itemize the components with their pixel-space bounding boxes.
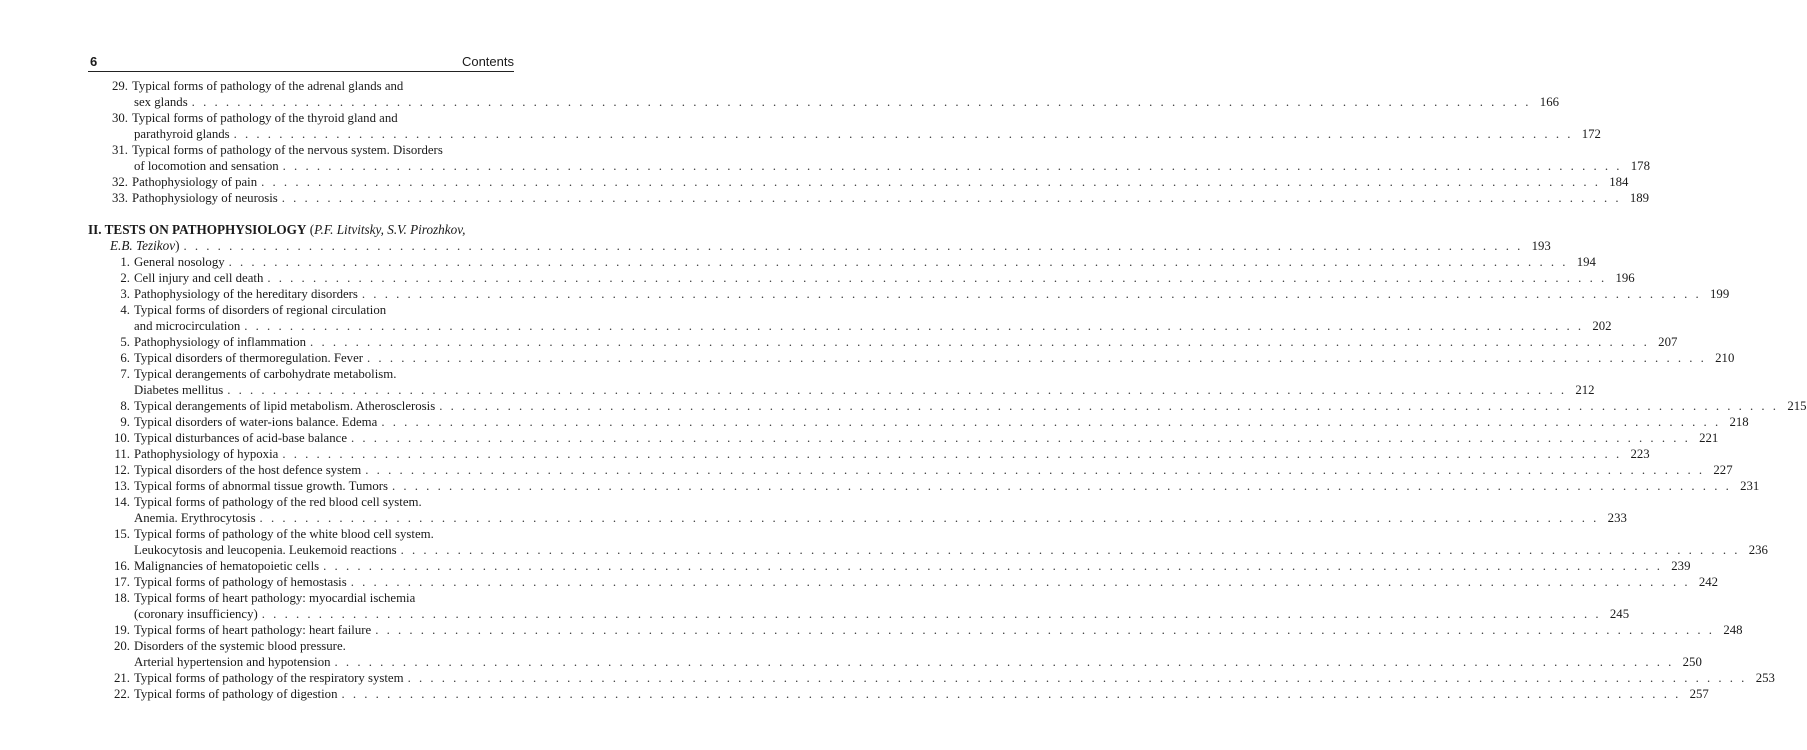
entry-page: 248 <box>1723 623 1743 637</box>
toc-entry[interactable] <box>88 446 1650 462</box>
entry-number: 19. <box>114 623 130 637</box>
running-head-section: Contents <box>461 54 514 69</box>
entry-number: 1. <box>120 255 130 269</box>
dot-leader <box>401 542 1740 558</box>
entry-title: Typical derangements of carbohydrate metabolism. <box>134 367 397 381</box>
entry-title: Typical forms of pathology of the adrenal glands and <box>132 79 404 93</box>
dot-leader <box>260 510 1599 526</box>
toc-entry[interactable] <box>88 414 1749 430</box>
entry-title: Disorders of the systemic blood pressure. <box>134 639 346 653</box>
dot-leader <box>310 334 1649 350</box>
entry-page: 253 <box>1755 671 1775 685</box>
page-number: 6 <box>90 54 98 69</box>
toc-entry[interactable] <box>88 302 514 318</box>
toc-entry[interactable] <box>88 94 1559 110</box>
entry-number: 16. <box>114 559 130 573</box>
toc-entry[interactable] <box>88 110 514 126</box>
entry-page: 184 <box>1609 175 1629 189</box>
toc-entry[interactable] <box>88 542 1768 558</box>
entry-number: 15. <box>114 527 130 541</box>
entry-page: 212 <box>1575 383 1595 397</box>
dot-leader <box>381 414 1720 430</box>
entry-title: Diabetes mellitus <box>134 383 224 397</box>
entry-number: 10. <box>114 431 130 445</box>
toc-entry[interactable] <box>88 126 1601 142</box>
toc-entry[interactable] <box>88 174 1629 190</box>
entry-title: Typical forms of heart pathology: myocardial ischemia <box>134 591 416 605</box>
entry-page: 196 <box>1615 271 1635 285</box>
entry-number: 6. <box>120 351 130 365</box>
entry-title: Typical forms of pathology of the white blood cell system. <box>134 527 434 541</box>
dot-leader <box>365 462 1704 478</box>
entry-page: 223 <box>1630 447 1650 461</box>
toc-entry[interactable] <box>88 286 1730 302</box>
toc-entry[interactable] <box>88 638 514 654</box>
dot-leader <box>375 622 1714 638</box>
entry-number: 13. <box>114 479 130 493</box>
entry-number: 4. <box>120 303 130 317</box>
entry-page: 245 <box>1609 607 1630 621</box>
toc-entry[interactable] <box>88 334 1678 350</box>
entry-number: 7. <box>120 367 130 381</box>
entry-number: 32. <box>112 175 128 189</box>
dot-leader <box>227 382 1566 398</box>
entry-number: 14. <box>114 495 130 509</box>
entry-title: of locomotion and sensation <box>134 159 279 173</box>
toc-entry[interactable] <box>88 558 1691 574</box>
part-title <box>88 222 465 238</box>
dot-leader <box>244 318 1583 334</box>
dot-leader <box>267 270 1606 286</box>
entry-title: Typical derangements of lipid metabolism. Atherosclerosis <box>134 399 436 413</box>
toc-entry[interactable] <box>88 606 1630 622</box>
entry-page: 233 <box>1607 511 1627 525</box>
entry-title: Pathophysiology of pain <box>132 175 258 189</box>
entry-page: 202 <box>1592 319 1612 333</box>
entry-page: 189 <box>1629 191 1650 205</box>
entry-number: 9. <box>120 415 130 429</box>
dot-leader <box>351 430 1690 446</box>
entry-page: 210 <box>1715 351 1735 365</box>
entry-title: Typical forms of abnormal tissue growth. Tumors <box>134 479 388 493</box>
dot-leader <box>234 126 1573 142</box>
entry-title: Arterial hypertension and hypotension <box>134 655 331 669</box>
entry-title: Typical disorders of water-ions balance. Edema <box>134 415 378 429</box>
entry-title: Pathophysiology of the hereditary disorders <box>134 287 358 301</box>
entry-title: Typical forms of pathology of the respiratory system <box>134 671 404 685</box>
entry-title: Typical disorders of the host defence system <box>134 463 362 477</box>
dot-leader <box>262 606 1601 622</box>
dot-leader <box>282 190 1621 206</box>
entry-title: Typical forms of pathology of the thyroid gland and <box>132 111 398 125</box>
toc-entry[interactable] <box>88 670 1775 686</box>
dot-leader <box>392 478 1731 494</box>
part-page: 193 <box>1531 239 1551 253</box>
table-of-contents <box>88 78 1807 702</box>
entry-title: parathyroid glands <box>134 127 230 141</box>
entry-title: Leukocytosis and leucopenia. Leukemoid reactions <box>134 543 397 557</box>
dot-leader <box>341 686 1680 702</box>
entry-page: 250 <box>1682 655 1702 669</box>
entry-title: Malignancies of hematopoietic cells <box>134 559 320 573</box>
entry-page: 227 <box>1713 463 1733 477</box>
toc-entry[interactable] <box>88 382 1595 398</box>
toc-entry[interactable] <box>88 510 1627 526</box>
toc-entry[interactable] <box>88 398 1807 414</box>
part-title-bold: II. TESTS ON PATHOPHYSIOLOGY <box>88 222 307 237</box>
entry-page: 207 <box>1658 335 1678 349</box>
entry-title: (coronary insufficiency) <box>134 607 258 621</box>
entry-page: 166 <box>1539 95 1559 109</box>
entry-title: Pathophysiology of hypoxia <box>134 447 279 461</box>
dot-leader <box>282 446 1621 462</box>
entry-title: Typical forms of heart pathology: heart failure <box>134 623 372 637</box>
toc-entry[interactable] <box>88 318 1612 334</box>
dot-leader <box>351 574 1690 590</box>
entry-page: 172 <box>1581 127 1601 141</box>
part-heading-cont[interactable] <box>88 238 1551 254</box>
dot-leader <box>323 558 1662 574</box>
dot-leader <box>367 350 1706 366</box>
part-authors: P.F. Litvitsky, S.V. Pirozhkov, <box>314 222 466 237</box>
toc-entry[interactable] <box>88 478 1760 494</box>
entry-number: 5. <box>120 335 130 349</box>
toc-entry[interactable] <box>88 190 1650 206</box>
entry-number: 29. <box>112 79 128 93</box>
entry-page: 218 <box>1729 415 1749 429</box>
entry-number: 2. <box>120 271 130 285</box>
dot-leader <box>261 174 1600 190</box>
entry-page: 236 <box>1748 543 1768 557</box>
entry-number: 11. <box>114 447 130 461</box>
part-title-open: ( <box>306 222 315 237</box>
toc-entry[interactable] <box>88 270 1635 286</box>
part-title-close: ) <box>175 238 180 253</box>
toc-entry[interactable] <box>88 78 514 94</box>
part-title-cont <box>110 238 179 254</box>
toc-entry[interactable] <box>88 366 514 382</box>
toc-entry[interactable] <box>88 590 514 606</box>
entry-number: 21. <box>114 671 130 685</box>
entry-page: 231 <box>1740 479 1760 493</box>
dot-leader <box>283 158 1622 174</box>
entry-number: 33. <box>112 191 128 205</box>
entry-title: Anemia. Erythrocytosis <box>134 511 256 525</box>
entry-number: 31. <box>112 143 128 157</box>
dot-leader <box>229 254 1568 270</box>
toc-entry[interactable] <box>88 686 1709 702</box>
entry-page: 239 <box>1671 559 1691 573</box>
toc-entry[interactable] <box>88 142 514 158</box>
entry-title: Typical forms of pathology of the red blood cell system. <box>134 495 422 509</box>
entry-title: Cell injury and cell death <box>134 271 264 285</box>
toc-entry[interactable] <box>88 574 1719 590</box>
entry-title: Typical disorders of thermoregulation. Fever <box>134 351 364 365</box>
entry-number: 30. <box>112 111 128 125</box>
toc-entry[interactable] <box>88 654 1702 670</box>
toc-entry[interactable] <box>88 350 1735 366</box>
entry-title: Typical forms of disorders of regional circulation <box>134 303 387 317</box>
entry-number: 22. <box>114 687 130 701</box>
toc-entry[interactable] <box>88 622 1743 638</box>
dot-leader <box>335 654 1674 670</box>
entry-number: 18. <box>114 591 130 605</box>
toc-entry[interactable] <box>88 254 1596 270</box>
entry-page: 242 <box>1698 575 1719 589</box>
entry-title: General nosology <box>134 255 225 269</box>
entry-page: 199 <box>1710 287 1730 301</box>
toc-entry[interactable] <box>88 158 1650 174</box>
dot-leader <box>439 398 1778 414</box>
entry-title: Typical forms of pathology of digestion <box>134 687 338 701</box>
part-authors-2: E.B. Tezikov <box>110 238 176 253</box>
entry-number: 20. <box>114 639 130 653</box>
entry-title: and microcirculation <box>134 319 241 333</box>
entry-number: 17. <box>114 575 130 589</box>
toc-entry[interactable] <box>88 462 1733 478</box>
entry-page: 221 <box>1699 431 1719 445</box>
entry-number: 8. <box>120 399 130 413</box>
dot-leader <box>183 238 1522 254</box>
dot-leader <box>192 94 1531 110</box>
part-heading[interactable] <box>88 222 514 238</box>
entry-title: Typical forms of pathology of the nervous system. Disorders <box>132 143 443 157</box>
entry-title: sex glands <box>134 95 188 109</box>
dot-leader <box>408 670 1747 686</box>
entry-page: 194 <box>1576 255 1596 269</box>
entry-page: 215 <box>1787 399 1807 413</box>
entry-number: 3. <box>120 287 130 301</box>
toc-entry[interactable] <box>88 430 1719 446</box>
entry-title: Pathophysiology of inflammation <box>134 335 307 349</box>
header-rule <box>88 71 514 72</box>
entry-page: 178 <box>1630 159 1650 173</box>
entry-title: Typical disturbances of acid-base balance <box>134 431 347 445</box>
dot-leader <box>362 286 1701 302</box>
entry-number: 12. <box>114 463 130 477</box>
entry-title: Typical forms of pathology of hemostasis <box>134 575 347 589</box>
toc-entry[interactable] <box>88 526 514 542</box>
toc-entry[interactable] <box>88 494 514 510</box>
entry-title: Pathophysiology of neurosis <box>132 191 278 205</box>
running-head <box>88 54 514 72</box>
entry-page: 257 <box>1689 687 1709 701</box>
